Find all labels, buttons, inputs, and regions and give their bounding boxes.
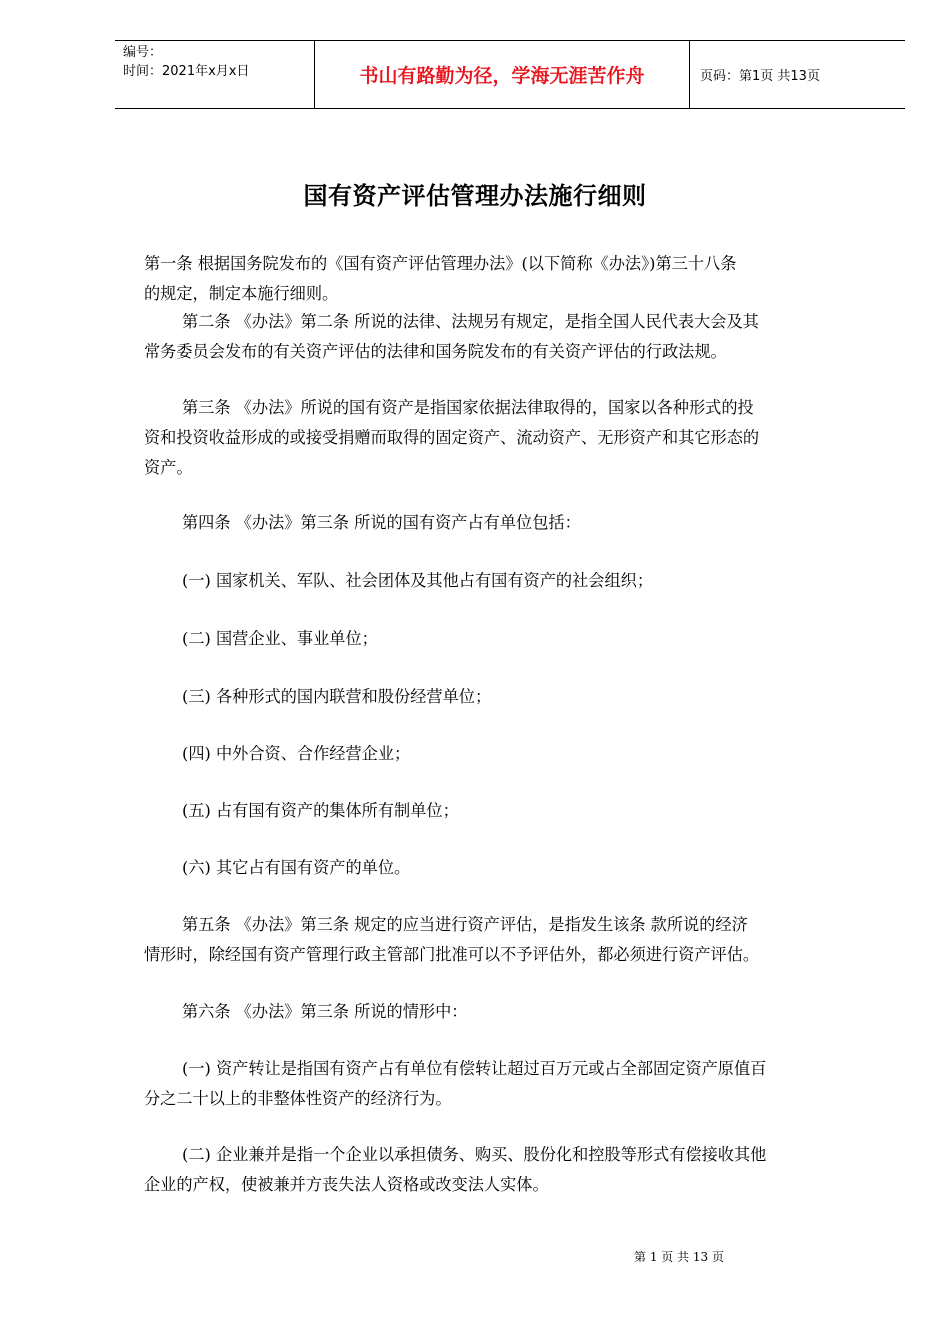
paragraph-line: 常务委员会发布的有关资产评估的法律和国务院发布的有关资产评估的行政法规。: [144, 342, 727, 361]
header-meta: [115, 41, 315, 108]
paragraph-line: (五) 占有国有资产的集体所有制单位；: [182, 801, 459, 820]
paragraph-article-2: [144, 307, 874, 367]
header-motto: 书山有路勤为径，学海无涯苦作舟: [315, 41, 690, 108]
paragraph-line: 分之二十以上的非整体性资产的经济行为。: [144, 1089, 452, 1108]
paragraph-line: 资产。: [144, 458, 193, 477]
paragraph-line: (三) 各种形式的国内联营和股份经营单位；: [182, 687, 492, 706]
paragraph-article-1: [144, 249, 874, 309]
serial-number-label: 编号：: [123, 45, 163, 60]
paragraph-line: (一) 资产转让是指国有资产占有单位有偿转让超过百万元或占全部固定资产原值百: [182, 1059, 767, 1078]
paragraph-line: 第四条 《办法》第三条 所说的国有资产占有单位包括：: [182, 513, 581, 532]
list-item-6-2: [144, 1140, 874, 1200]
list-item-4: [144, 739, 874, 769]
list-item-6: [144, 853, 874, 883]
paragraph-line: (四) 中外合资、合作经营企业；: [182, 744, 411, 763]
footer-page-number: 第 1 页 共 13 页: [634, 1250, 724, 1264]
list-item-6-1: [144, 1054, 874, 1114]
paragraph-line: 第二条 《办法》第二条 所说的法律、法规另有规定，是指全国人民代表大会及其: [182, 312, 759, 331]
paragraph-line: 的规定，制定本施行细则。: [144, 284, 339, 303]
paragraph-line: 资和投资收益形成的或接受捐赠而取得的固定资产、流动资产、无形资产和其它形态的: [144, 428, 760, 447]
paragraph-line: 企业的产权，使被兼并方丧失法人资格或改变法人实体。: [144, 1175, 549, 1194]
time-label: 时间：2021年x月x日: [123, 64, 250, 79]
paragraph-line: (一) 国家机关、军队、社会团体及其他占有国有资产的社会组织；: [182, 571, 654, 590]
list-item-1: [144, 566, 874, 596]
paragraph-line: 第一条 根据国务院发布的《国有资产评估管理办法》(以下简称《办法》)第三十八条: [144, 254, 737, 273]
paragraph-article-4: [144, 508, 874, 538]
paragraph-line: (二) 国营企业、事业单位；: [182, 629, 378, 648]
document-title: 国有资产评估管理办法施行细则: [303, 182, 647, 210]
paragraph-line: (二) 企业兼并是指一个企业以承担债务、购买、股份化和控股等形式有偿接收其他: [182, 1145, 767, 1164]
paragraph-article-6: [144, 997, 874, 1027]
list-item-5: [144, 796, 874, 826]
paragraph-line: 第三条 《办法》所说的国有资产是指国家依据法律取得的，国家以各种形式的投: [182, 398, 754, 417]
list-item-3: [144, 682, 874, 712]
header-table: [115, 40, 905, 109]
paragraph-article-3: [144, 393, 874, 483]
paragraph-line: (六) 其它占有国有资产的单位。: [182, 858, 411, 877]
list-item-2: [144, 624, 874, 654]
paragraph-line: 第五条 《办法》第三条 规定的应当进行资产评估，是指发生该条 款所说的经济: [182, 915, 748, 934]
paragraph-line: 第六条 《办法》第三条 所说的情形中：: [182, 1002, 468, 1021]
header-page-info: 页码：第1页 共13页: [700, 69, 820, 84]
paragraph-article-5: [144, 910, 874, 970]
paragraph-line: 情形时，除经国有资产管理行政主管部门批准可以不予评估外，都必须进行资产评估。: [144, 945, 760, 964]
